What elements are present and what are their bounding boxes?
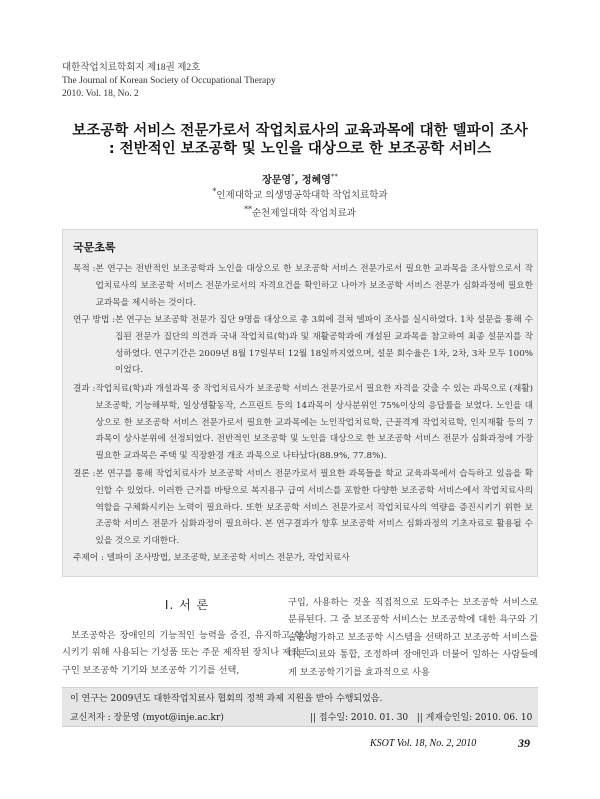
abstract-label: 결론 : bbox=[73, 469, 96, 479]
abstract-conclusion bbox=[73, 466, 533, 550]
keywords-text: 델파이 조사방법, 보조공학, 보조공학 서비스 전문가, 작업치료사 bbox=[106, 553, 350, 563]
paper-subtitle: : 전반적인 보조공학 및 노인을 대상으로 한 보조공학 서비스 bbox=[108, 141, 492, 157]
affiliation-mark: * bbox=[212, 187, 217, 196]
funding-note: 이 연구는 2009년도 대한작업치료사 협회의 정책 과제 지원을 받아 수행되었음. bbox=[70, 694, 383, 704]
author-mark: ** bbox=[330, 172, 338, 181]
abstract-label: 연구 방법 : bbox=[73, 315, 116, 325]
abstract-text: 본 연구를 통해 작업치료사가 보조공학 서비스 전문가로서 필요한 과목들을 학교 교육과목에서 습득하고 있음을 확인할 수 있었다. 이러한 근거를 바탕으로 복지용구 급여 서비스를 포함한 다양한 보조공학 서비스에서 작업치료사의 역할을 구체화시키는 노력이 필요하다. 또한 보조공학 서비스 전문가로서 작업치료사의 역량을 증진시키기 위한 보조공학 서비스 전문가 심화과정이 필요하다. 본 연구결과가 향후 보조공학 서비스 심화과정의 기초자료로 활용될 수 있을 것으로 기대한다. bbox=[95, 469, 533, 547]
author-separator: , bbox=[294, 175, 302, 186]
paper-title: 보조공학 서비스 전문가로서 작업치료사의 교육과목에 대한 델파이 조사 bbox=[72, 123, 528, 139]
body-text-left: 보조공학은 장애인의 기능적인 능력을 증진, 유지하고 향상시키기 위해 사용되는 기성품 또는 주문 제작된 장치나 제작 도구인 보조공학 기기와 보조공학 기기를 선택, bbox=[62, 630, 312, 676]
author-list bbox=[0, 171, 600, 186]
journal-name-korean: 대한작업치료학회지 제18권 제2호 bbox=[62, 63, 201, 73]
corresponding-author: 교신저자 : 장문영 (myot@inje.ac.kr) bbox=[70, 713, 224, 723]
abstract-results bbox=[73, 381, 533, 465]
author-name: 장문영 bbox=[262, 175, 292, 186]
section-heading: I. 서 론 bbox=[164, 598, 210, 612]
journal-volume: 2010. Vol. 18, No. 2 bbox=[62, 89, 139, 99]
abstract-label: 결과 : bbox=[73, 384, 96, 394]
journal-header bbox=[62, 62, 276, 101]
affiliation bbox=[0, 187, 600, 201]
abstract-text: 본 연구는 전반적인 보조공학과 노인을 대상으로 한 보조공학 서비스 전문가로서 필요한 교과목을 조사함으로서 작업치료사의 보조공학 서비스 전문가로서의 자격요건을 확인하고 나아가 보조공학 서비스 전문가 심화과정에 필요한 교과목을 제시하는 것이다. bbox=[95, 264, 533, 308]
abstract-heading: 국문초록 bbox=[73, 241, 116, 254]
keywords bbox=[73, 551, 350, 563]
abstract-text: 본 연구는 보조공학 전문가 집단 9명을 대상으로 총 3회에 걸쳐 델파이 조사를 실시하였다. 1차 설문을 통해 수집된 전문가 집단의 의견과 국내 작업치료(학)과 및 재활공학과에 개설된 교과목을 참고하여 최종 설문지를 작성하였다. 연구기간은 2009년 8월 17일부터 12월 18일까지였으며, 설문 회수율은 1차, 2차, 3차 모두 100%이었다. bbox=[115, 315, 533, 376]
keywords-label: 주제어 : bbox=[73, 553, 107, 563]
abstract-methods bbox=[73, 312, 533, 379]
abstract-text: 작업치료(학)과 개설과목 중 작업치료사가 보조공학 서비스 전문가로서 필요한 자격을 갖출 수 있는 과목으로 (재활)보조공학, 기능해부학, 일상생활동작, 스프린트 등의 14과목이 상사분위인 75%이상의 응답률을 보였다. 노인을 대상으로 한 보조공학 서비스 전문가로서 필요한 교과목에는 노인작업치료학, 근골격계 작업치료학, 인지재활 등의 7과목이 상사분위에 선정되었다. 전반적인 보조공학 및 노인을 대상으로 한 보조공학 서비스 전문가 심화과정에 가장 필요한 교과목은 주택 및 직장환경 개조 과목으로 나타났다(88.9%, 77.8%). bbox=[95, 384, 533, 462]
author-mark: * bbox=[291, 172, 295, 181]
author-name: 정혜영 bbox=[301, 175, 331, 186]
affiliation bbox=[0, 205, 600, 219]
affiliation-mark: ** bbox=[244, 205, 252, 214]
affiliation-text: 인제대학교 의생명공학대학 작업치료학과 bbox=[216, 190, 388, 202]
journal-name-english: The Journal of Korean Society of Occupational Therapy bbox=[62, 76, 276, 86]
received-date: || 접수일: 2010. 01. 30 bbox=[310, 713, 409, 723]
affiliation-text: 순천제일대학 작업치료과 bbox=[251, 208, 356, 220]
footer-journal: KSOT Vol. 18, No. 2, 2010 bbox=[370, 738, 477, 749]
page-number: 39 bbox=[518, 736, 530, 750]
submission-dates bbox=[310, 710, 532, 723]
abstract-label: 목적 : bbox=[73, 264, 96, 274]
body-text-right: 구입, 사용하는 것을 직접적으로 도와주는 보조공학 서비스로 분류된다. 그 중 보조공학 서비스는 보조공학에 대한 욕구와 기술을 평가하고 보조공학 시스템을 선택하고 보조공학 서비스를 다른 치료와 통합, 조정하며 장애인과 더불어 일하는 사람들에게 보조공학기기를 효과적으로 사용 bbox=[288, 597, 538, 678]
abstract-purpose bbox=[73, 261, 533, 311]
accepted-date: || 게재승인일: 2010. 06. 10 bbox=[416, 713, 533, 723]
